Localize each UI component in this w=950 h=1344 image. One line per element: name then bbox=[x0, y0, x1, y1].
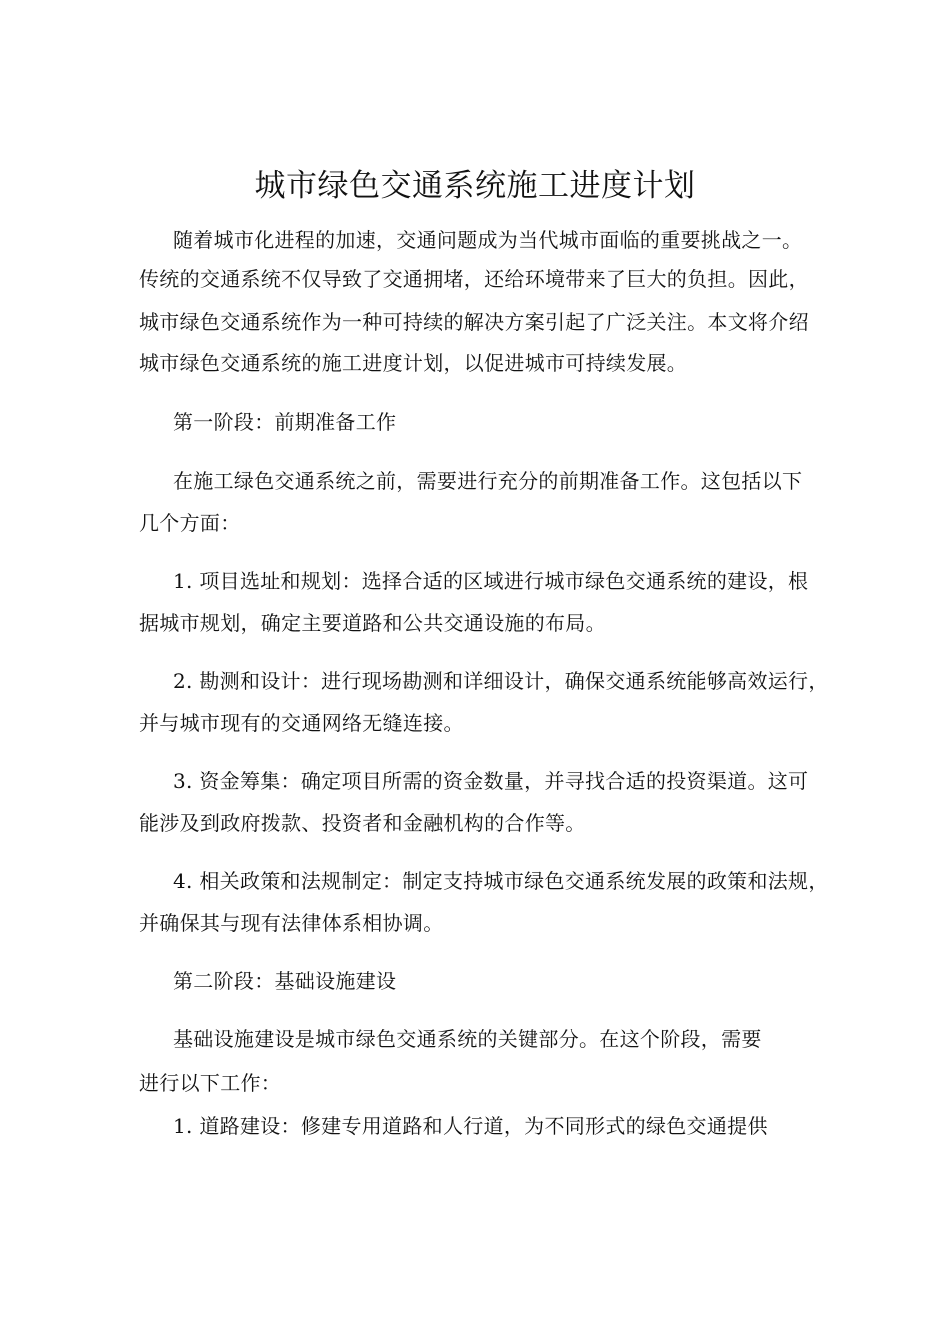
phase-1-item-1-line-2: 据城市规划，确定主要道路和公共交通设施的布局。 bbox=[139, 611, 606, 635]
document-title: 城市绿色交通系统施工进度计划 bbox=[254, 168, 696, 204]
intro-line-3: 城市绿色交通系统作为一种可持续的解决方案引起了广泛关注。本文将介绍 bbox=[139, 310, 809, 334]
phase-1-item-4-line-2: 并确保其与现有法律体系相协调。 bbox=[139, 911, 444, 935]
section-heading-phase-1: 第一阶段：前期准备工作 bbox=[173, 410, 397, 434]
phase-2-intro-line-1: 基础设施建设是城市绿色交通系统的关键部分。在这个阶段，需要 bbox=[173, 1027, 762, 1051]
phase-1-item-2-line-1: 2. 勘测和设计：进行现场勘测和详细设计，确保交通系统能够高效运行， bbox=[173, 669, 829, 693]
phase-1-item-3-line-1: 3. 资金筹集：确定项目所需的资金数量，并寻找合适的投资渠道。这可 bbox=[173, 769, 809, 793]
phase-1-item-1-line-1: 1. 项目选址和规划：选择合适的区域进行城市绿色交通系统的建设，根 bbox=[173, 569, 809, 593]
phase-1-item-3-line-2: 能涉及到政府拨款、投资者和金融机构的合作等。 bbox=[139, 811, 586, 835]
phase-1-intro-line-2: 几个方面： bbox=[139, 511, 241, 535]
section-heading-phase-2: 第二阶段：基础设施建设 bbox=[173, 969, 397, 993]
intro-line-2: 传统的交通系统不仅导致了交通拥堵，还给环境带来了巨大的负担。因此， bbox=[139, 267, 809, 291]
phase-1-item-4-line-1: 4. 相关政策和法规制定：制定支持城市绿色交通系统发展的政策和法规， bbox=[173, 869, 829, 893]
phase-1-intro-line-1: 在施工绿色交通系统之前，需要进行充分的前期准备工作。这包括以下 bbox=[173, 469, 803, 493]
phase-2-item-1-line-1: 1. 道路建设：修建专用道路和人行道，为不同形式的绿色交通提供 bbox=[173, 1114, 768, 1138]
phase-1-item-2-line-2: 并与城市现有的交通网络无缝连接。 bbox=[139, 711, 464, 735]
intro-line-4: 城市绿色交通系统的施工进度计划，以促进城市可持续发展。 bbox=[139, 351, 688, 375]
intro-line-1: 随着城市化进程的加速，交通问题成为当代城市面临的重要挑战之一。 bbox=[173, 228, 803, 252]
phase-2-intro-line-2: 进行以下工作： bbox=[139, 1071, 282, 1095]
